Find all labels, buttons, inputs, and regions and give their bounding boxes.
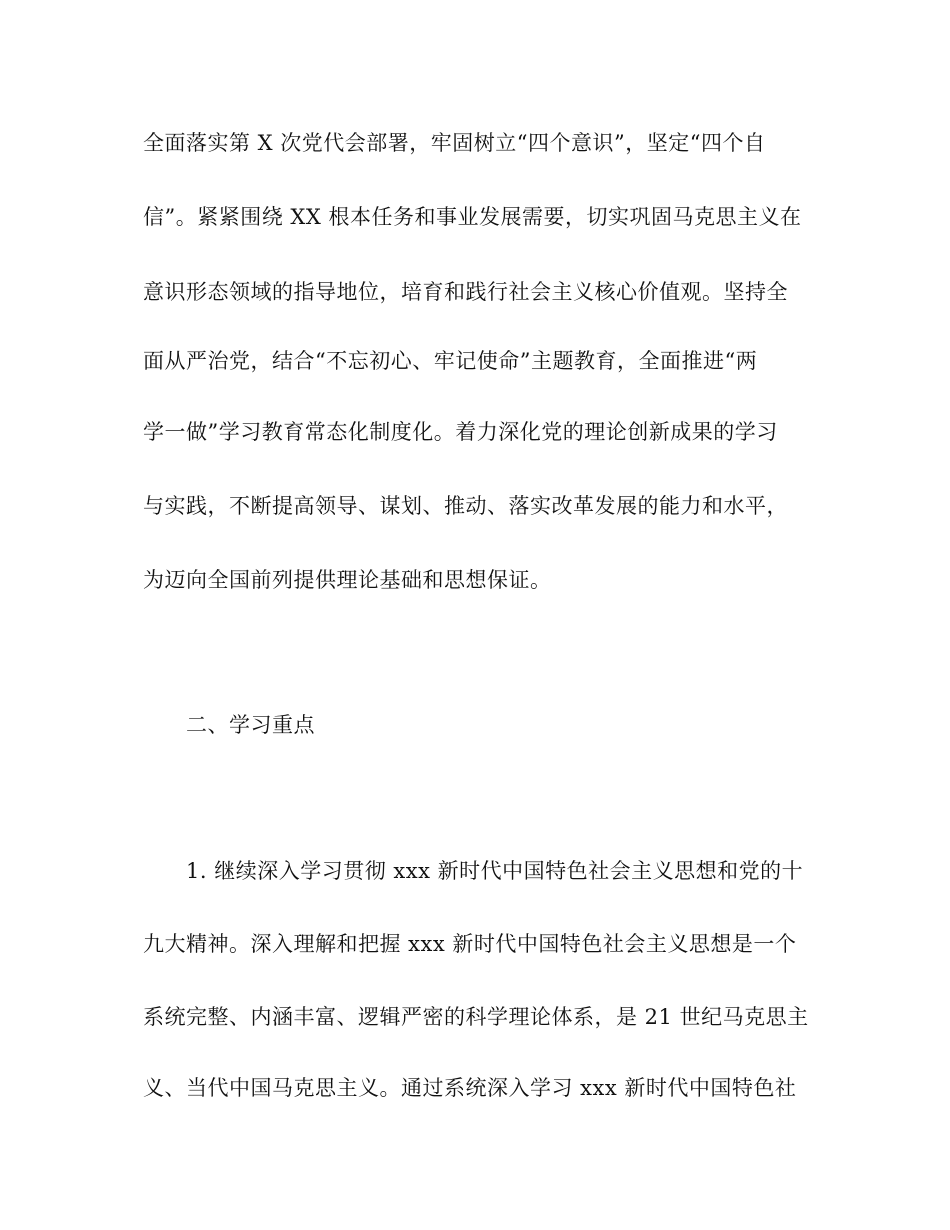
paragraph-line: 义、当代中国马克思主义。通过系统深入学习 xxx 新时代中国特色社 bbox=[143, 1076, 797, 1100]
section-heading: 二、学习重点 bbox=[186, 713, 315, 737]
paragraph-line: 为迈向全国前列提供理论基础和思想保证。 bbox=[143, 568, 552, 592]
paragraph-line: 系统完整、内涵丰富、逻辑严密的科学理论体系，是 21 世纪马克思主 bbox=[143, 1005, 809, 1029]
paragraph-line: 学一做”学习教育常态化制度化。着力深化党的理论创新成果的学习 bbox=[143, 420, 778, 444]
paragraph-line: 全面落实第 X 次党代会部署，牢固树立“四个意识”，坚定“四个自 bbox=[143, 131, 766, 155]
paragraph-line: 面从严治党，结合“不忘初心、牢记使命”主题教育，全面推进“两 bbox=[143, 349, 758, 373]
paragraph-line: 意识形态领域的指导地位，培育和践行社会主义核心价值观。坚持全 bbox=[143, 280, 788, 304]
paragraph-line: 与实践，不断提高领导、谋划、推动、落实改革发展的能力和水平， bbox=[143, 494, 788, 518]
paragraph-line: 信”。紧紧围绕 XX 根本任务和事业发展需要，切实巩固马克思主义在 bbox=[143, 205, 802, 229]
paragraph-line: 九大精神。深入理解和把握 xxx 新时代中国特色社会主义思想是一个 bbox=[143, 932, 797, 956]
paragraph-line: 1. 继续深入学习贯彻 xxx 新时代中国特色社会主义思想和党的十 bbox=[186, 859, 804, 883]
